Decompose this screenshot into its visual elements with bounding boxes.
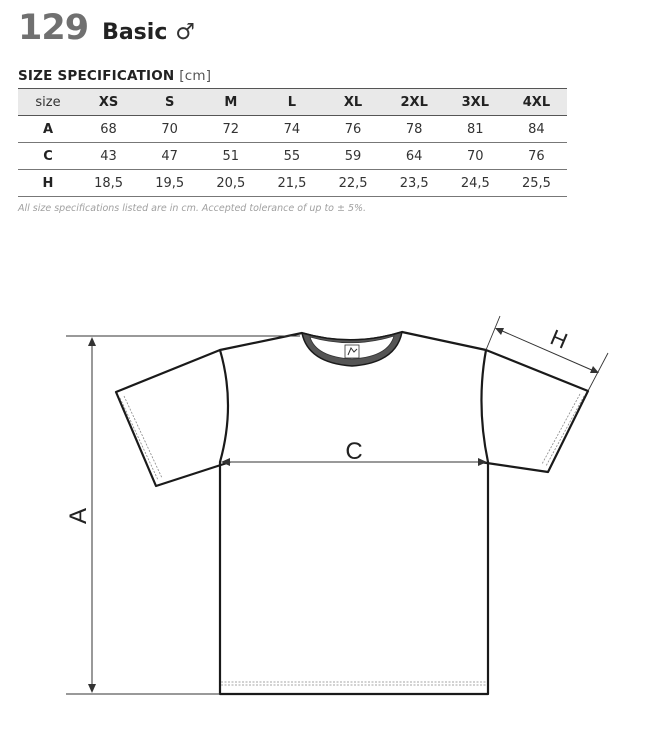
table-cell: 84 bbox=[506, 116, 567, 143]
table-cell: 21,5 bbox=[261, 170, 322, 197]
table-cell: 23,5 bbox=[384, 170, 445, 197]
table-cell: 81 bbox=[445, 116, 506, 143]
table-cell: 18,5 bbox=[78, 170, 139, 197]
left-sleeve bbox=[116, 350, 230, 486]
table-cell: 74 bbox=[261, 116, 322, 143]
dimension-a-label: A bbox=[65, 507, 92, 525]
size-column-header: L bbox=[261, 89, 322, 116]
dimension-h-arrow bbox=[500, 330, 594, 371]
table-cell: 55 bbox=[261, 143, 322, 170]
table-cell: 72 bbox=[200, 116, 261, 143]
table-cell: 19,5 bbox=[139, 170, 200, 197]
table-cell: 59 bbox=[323, 143, 384, 170]
size-column-header: 2XL bbox=[384, 89, 445, 116]
size-column-header: XL bbox=[323, 89, 384, 116]
tolerance-note: All size specifications listed are in cm. Accepted tolerance of up to ± 5%. bbox=[18, 203, 367, 214]
size-column-header: XS bbox=[78, 89, 139, 116]
table-cell: 47 bbox=[139, 143, 200, 170]
dimension-a-arrowhead-bottom bbox=[88, 684, 96, 693]
table-cell: 76 bbox=[323, 116, 384, 143]
table-cell: 78 bbox=[384, 116, 445, 143]
table-cell: 76 bbox=[506, 143, 567, 170]
dimension-c-arrowhead-right bbox=[478, 458, 487, 466]
dimension-h-label: H bbox=[546, 324, 572, 354]
left-sleeve-stitch bbox=[120, 396, 162, 480]
table-cell: 68 bbox=[78, 116, 139, 143]
dimension-h-extension-left bbox=[486, 316, 500, 350]
hem-stitch bbox=[221, 682, 487, 685]
dimension-a-arrowhead-top bbox=[88, 337, 96, 346]
size-column-header: S bbox=[139, 89, 200, 116]
spec-title-text: SIZE SPECIFICATION bbox=[18, 68, 175, 84]
row-label: H bbox=[18, 170, 78, 197]
table-cell: 24,5 bbox=[445, 170, 506, 197]
dimension-c-label: C bbox=[345, 438, 363, 465]
male-symbol-icon: ♂ bbox=[175, 20, 196, 45]
table-cell: 20,5 bbox=[200, 170, 261, 197]
size-column-header: 4XL bbox=[506, 89, 567, 116]
size-column-header: 3XL bbox=[445, 89, 506, 116]
neck-label-icon bbox=[345, 345, 359, 358]
size-column-header: M bbox=[200, 89, 261, 116]
table-cell: 25,5 bbox=[506, 170, 567, 197]
row-label: A bbox=[18, 116, 78, 143]
right-sleeve-stitch bbox=[542, 394, 584, 466]
right-sleeve bbox=[480, 350, 588, 472]
table-cell: 22,5 bbox=[323, 170, 384, 197]
tshirt-outline bbox=[220, 332, 488, 694]
product-code: 129 bbox=[18, 8, 89, 48]
table-cell: 51 bbox=[200, 143, 261, 170]
table-cell: 70 bbox=[445, 143, 506, 170]
table-cell: 70 bbox=[139, 116, 200, 143]
table-cell: 43 bbox=[78, 143, 139, 170]
product-name: Basic bbox=[102, 20, 168, 45]
size-header-label: size bbox=[18, 89, 78, 116]
spec-unit: [cm] bbox=[179, 68, 212, 84]
table-cell: 64 bbox=[384, 143, 445, 170]
row-label: C bbox=[18, 143, 78, 170]
